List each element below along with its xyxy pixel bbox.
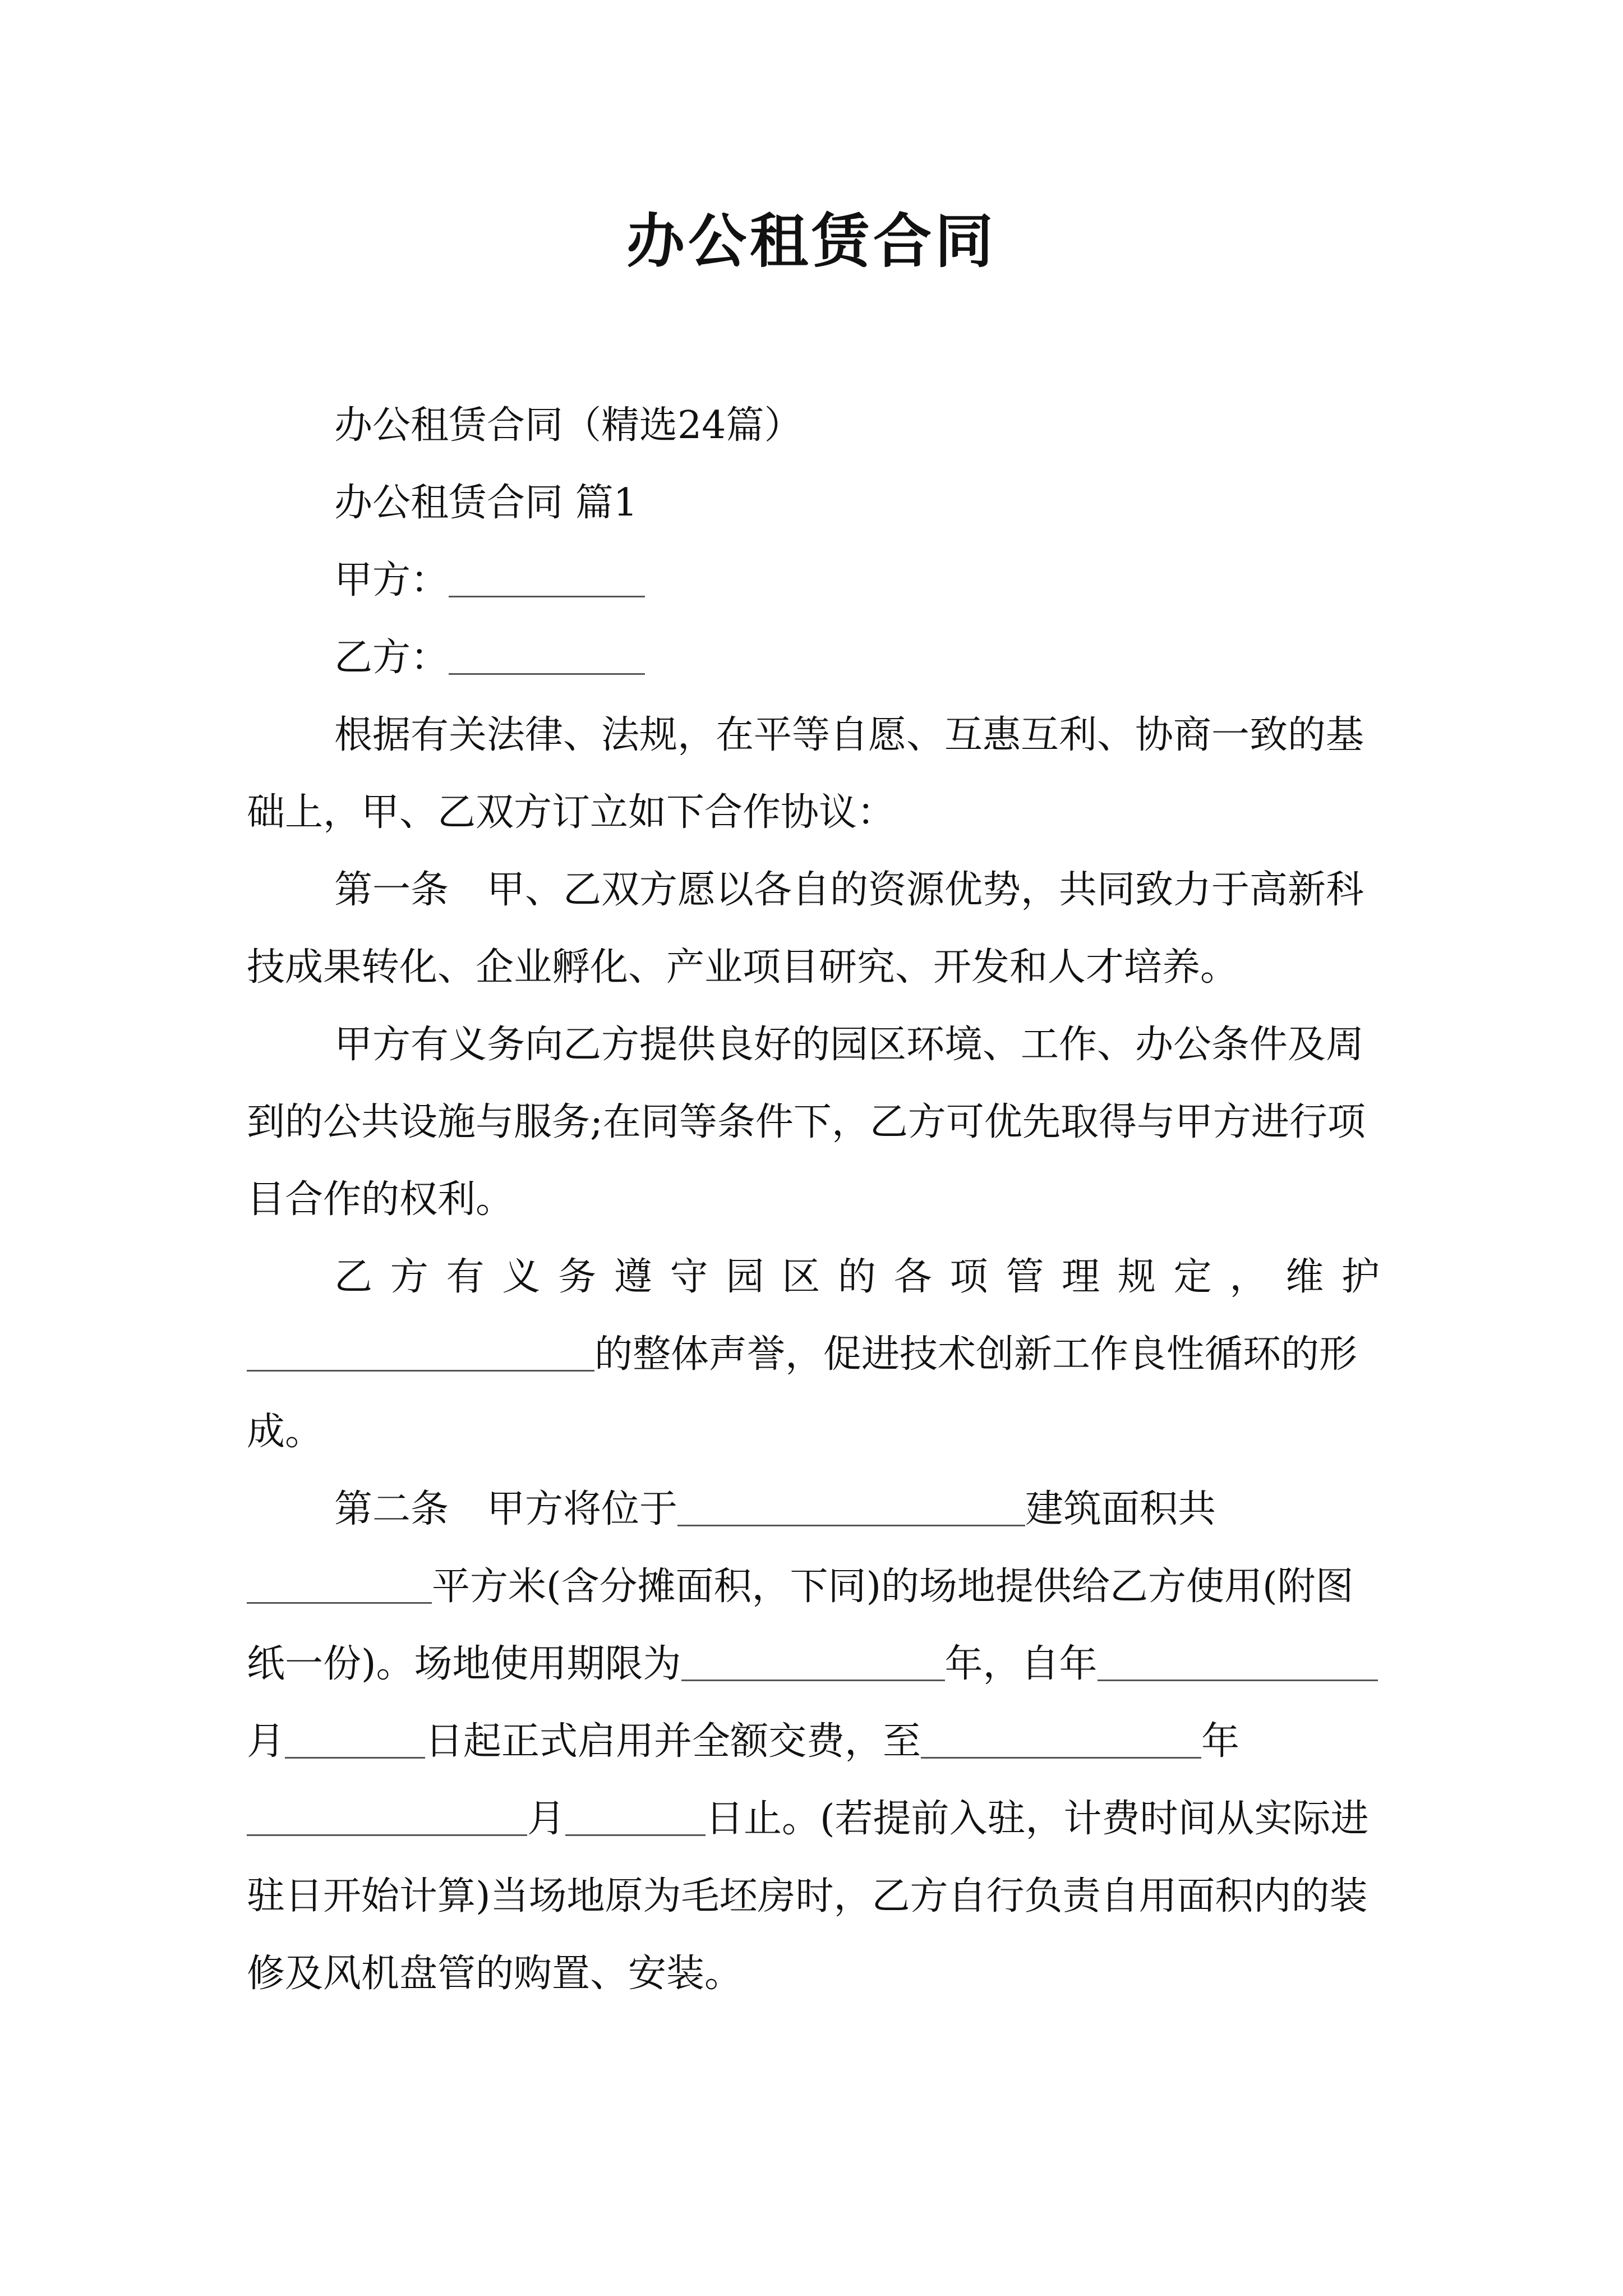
article-2-text-7: 年: [1201, 1719, 1240, 1764]
article-2-text-5: 月: [247, 1719, 285, 1764]
intro-paragraph: 根据有关法律、法规，在平等自愿、互惠互利、协商一致的基础上，甲、乙双方订立如下合作协议：: [247, 713, 1364, 835]
article-2-text-8: 月: [527, 1797, 566, 1841]
article-2-text-3: 平方米(含分摊面积，下同)的场地提供给乙方使用(附图纸一份)。场地使用期限为: [247, 1565, 1354, 1686]
document-body: [247, 387, 1380, 2013]
article-2-paragraph: [247, 1471, 1380, 2013]
end-year-blank[interactable]: [921, 1723, 1201, 1759]
location-blank[interactable]: [677, 1491, 1025, 1526]
document-title: 办公租赁合同: [626, 206, 997, 275]
section-heading: 办公租赁合同 篇1: [334, 481, 638, 525]
party-b-duty-rest: 的整体声誉，促进技术创新工作良性循环的形成。: [247, 1332, 1358, 1454]
party-b-duty-paragraph: [247, 1239, 1380, 1471]
end-month-blank[interactable]: [247, 1801, 527, 1836]
reputation-blank[interactable]: [247, 1336, 594, 1372]
article-2-text-1: 第二条 甲方将位于: [334, 1487, 678, 1531]
start-month-blank[interactable]: [285, 1723, 425, 1759]
article-1-paragraph: 第一条 甲、乙双方愿以各自的资源优势，共同致力于高新科技成果转化、企业孵化、产业项目研究、开发和人才培养。: [247, 868, 1364, 990]
party-b-blank[interactable]: [449, 639, 645, 675]
article-2-text-9: 日止。(若提前入驻，计费时间从实际进驻日开始计算)当场地原为毛坯房时，乙方自行负责自用面积内的装修及风机盘管的购置、安装。: [247, 1797, 1369, 1996]
article-2-text-2: 建筑面积共: [1025, 1487, 1216, 1531]
party-b-line: [247, 619, 1380, 697]
subtitle: 办公租赁合同（精选24篇）: [334, 403, 803, 448]
party-a-line: [247, 542, 1380, 619]
party-a-blank[interactable]: [449, 562, 645, 597]
article-2-text-4: 年，自年: [944, 1642, 1098, 1686]
area-blank[interactable]: [247, 1568, 432, 1604]
party-b-label: 乙方：: [334, 636, 449, 680]
article-2-text-6: 日起正式启用并全额交费，至: [425, 1719, 921, 1764]
term-years-blank[interactable]: [681, 1646, 945, 1681]
party-a-duty-paragraph: 甲方有义务向乙方提供良好的园区环境、工作、办公条件及周到的公共设施与服务;在同等条件下，乙方可优先取得与甲方进行项目合作的权利。: [247, 1023, 1366, 1222]
end-day-blank[interactable]: [565, 1801, 706, 1836]
party-b-duty-line1: 乙方有义务遵守园区的各项管理规定，维护: [334, 1255, 1380, 1299]
party-a-label: 甲方：: [334, 558, 449, 602]
start-year-blank[interactable]: [1098, 1646, 1378, 1681]
